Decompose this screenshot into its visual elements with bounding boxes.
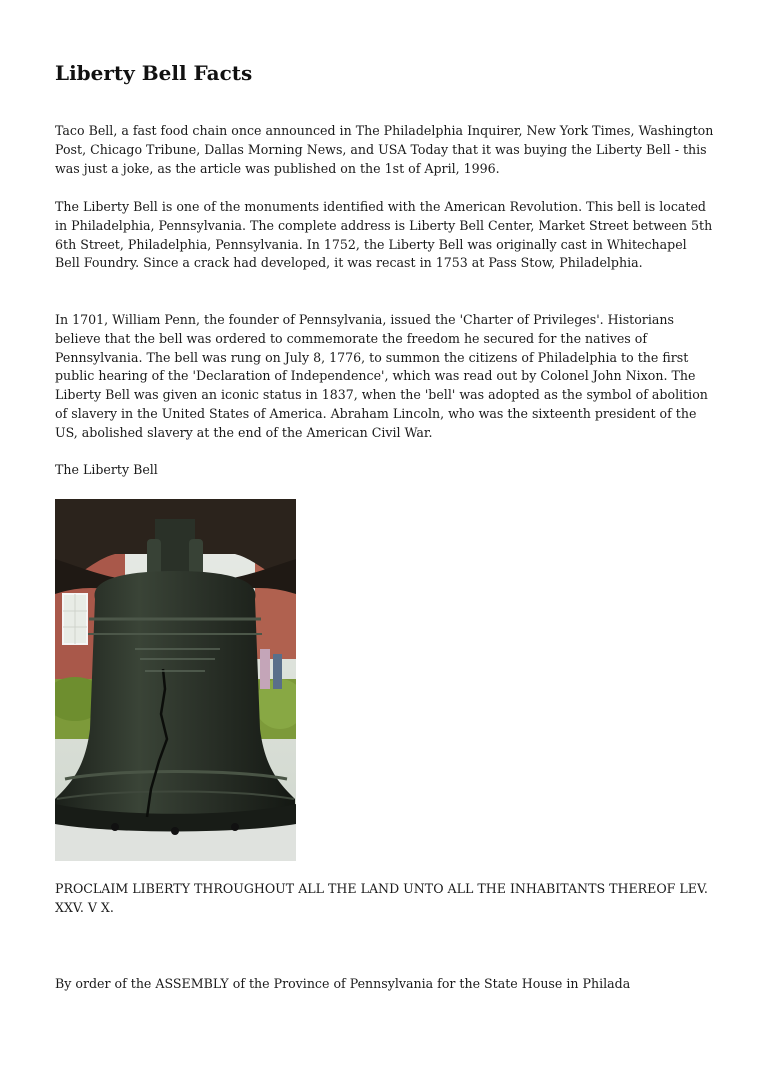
liberty-bell-illustration xyxy=(55,499,296,861)
page-title: Liberty Bell Facts xyxy=(55,61,253,85)
paragraph-history: In 1701, William Penn, the founder of Pennsylvania, issued the 'Charter of Privileges'. Historians believe that the bell was ordered to commemorate the freedom he secured for the natives of Pennsylvania. The bell was rung on July 8, 1776, to summon the citizens of Philadelphia to the first public hearing of the 'Declaration of Independence', which was read out by Colonel John Nixon. The Liberty Bell was given an iconic status in 1837, when the 'bell' was adopted as the symbol of abolition of slavery in the United States of America. Abraham Lincoln, who was the sixteenth president of the US, abolished slavery at the end of the American Civil War. xyxy=(55,312,708,440)
paragraph-monument: The Liberty Bell is one of the monuments identified with the American Revolution. This bell is located in Philadelphia, Pennsylvania. The complete address is Liberty Bell Center, Market Street between 5th 6th Street, Philadelphia, Pennsylvania. In 1752, the Liberty Bell was originally cast in Whitechapel Bell Foundry. Since a crack had developed, it was recast in 1753 at Pass Stow, Philadelphia. xyxy=(55,199,713,271)
paragraph-taco-bell: Taco Bell, a fast food chain once announced in The Philadelphia Inquirer, New York Times, Washington Post, Chicago Tribune, Dallas Morning News, and USA Today that it was buying the Liberty Bell - this was just a joke, as the article was published on the 1st of April, 1996. xyxy=(55,123,714,176)
image-caption: The Liberty Bell xyxy=(55,462,158,477)
liberty-bell-photo xyxy=(55,499,296,861)
bell-inscription: PROCLAIM LIBERTY THROUGHOUT ALL THE LAND UNTO ALL THE INHABITANTS THEREOF LEV. XXV. V X. xyxy=(55,881,708,915)
assembly-line: By order of the ASSEMBLY of the Province of Pennsylvania for the State House in Philada xyxy=(55,976,631,991)
